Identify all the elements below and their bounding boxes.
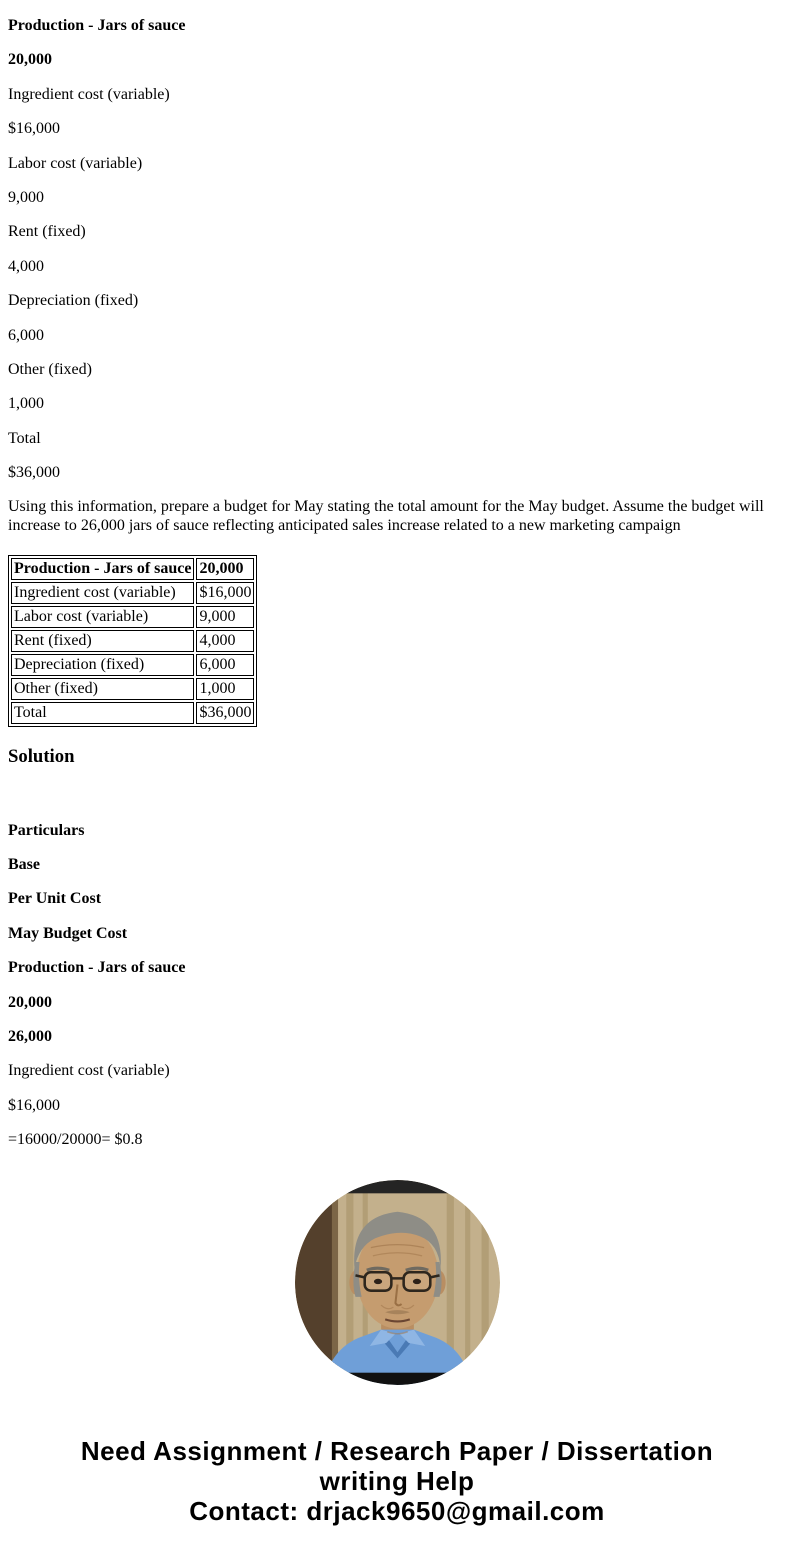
table-row [11,606,254,628]
table-cell-value: 6,000 [196,654,254,676]
solution-heading: Solution [8,746,75,768]
doc-paragraph: Production - Jars of sauce [8,959,186,977]
doc-paragraph: Ingredient cost (variable) [8,1062,170,1080]
doc-paragraph: 6,000 [8,326,44,344]
budget-table [8,555,257,727]
doc-paragraph: 26,000 [8,1027,52,1045]
doc-paragraph: Production - Jars of sauce [8,17,186,34]
table-cell-label: Total [11,702,194,724]
doc-paragraph: 20,000 [8,51,52,69]
doc-paragraph: Depreciation (fixed) [8,292,139,310]
table-cell-label: Labor cost (variable) [11,606,194,628]
table-cell-label: Depreciation (fixed) [11,654,194,676]
doc-paragraph: 20,000 [8,993,52,1011]
table-header-row [11,558,254,580]
doc-paragraph: Rent (fixed) [8,223,86,241]
doc-paragraph: Base [8,856,40,874]
table-cell-label: Ingredient cost (variable) [11,582,194,604]
table-header-label: Production - Jars of sauce [11,558,194,580]
table-row [11,582,254,604]
doc-paragraph: $16,000 [8,120,60,138]
table-row [11,702,254,724]
avatar-container [8,1180,786,1390]
footer-contact: Contact: drjack9650@gmail.com [189,1495,605,1526]
doc-paragraph: 4,000 [8,257,44,275]
doc-paragraph: May Budget Cost [8,924,128,942]
doc-paragraph: $16,000 [8,1096,60,1114]
blank-line [8,787,786,805]
table-cell-value: 9,000 [196,606,254,628]
doc-paragraph: Ingredient cost (variable) [8,85,170,103]
doc-paragraph: Other (fixed) [8,360,92,378]
table-cell-label: Other (fixed) [11,678,194,700]
table-header-value: 20,000 [196,558,254,580]
person-photo-icon [295,1180,500,1385]
doc-paragraph: 9,000 [8,188,44,206]
doc-paragraph: $36,000 [8,464,60,482]
table-row [11,630,254,652]
table-cell-value: 4,000 [196,630,254,652]
doc-paragraph: Particulars [8,821,85,839]
table-cell-value: $16,000 [196,582,254,604]
table-row [11,654,254,676]
table-cell-label: Rent (fixed) [11,630,194,652]
table-row [11,678,254,700]
table-cell-value: 1,000 [196,678,254,700]
instruction-paragraph: Using this information, prepare a budget for May stating the total amount for the May budget. Assume the budget will increase to 26,000 jars of sauce reflecting anticipated sales increase related to a new marketing campaign [8,498,764,534]
doc-paragraph: =16000/20000= $0.8 [8,1131,143,1149]
avatar [295,1180,500,1385]
doc-paragraph: 1,000 [8,395,44,413]
footer [8,1436,786,1526]
doc-paragraph: Per Unit Cost [8,890,102,908]
doc-paragraph: Total [8,429,41,447]
table-cell-value: $36,000 [196,702,254,724]
footer-heading-line1: Need Assignment / Research Paper / Dissertation [80,1435,714,1466]
footer-heading-line2: writing Help [319,1465,475,1496]
footer-heading [8,1436,786,1496]
doc-paragraph: Labor cost (variable) [8,154,143,172]
